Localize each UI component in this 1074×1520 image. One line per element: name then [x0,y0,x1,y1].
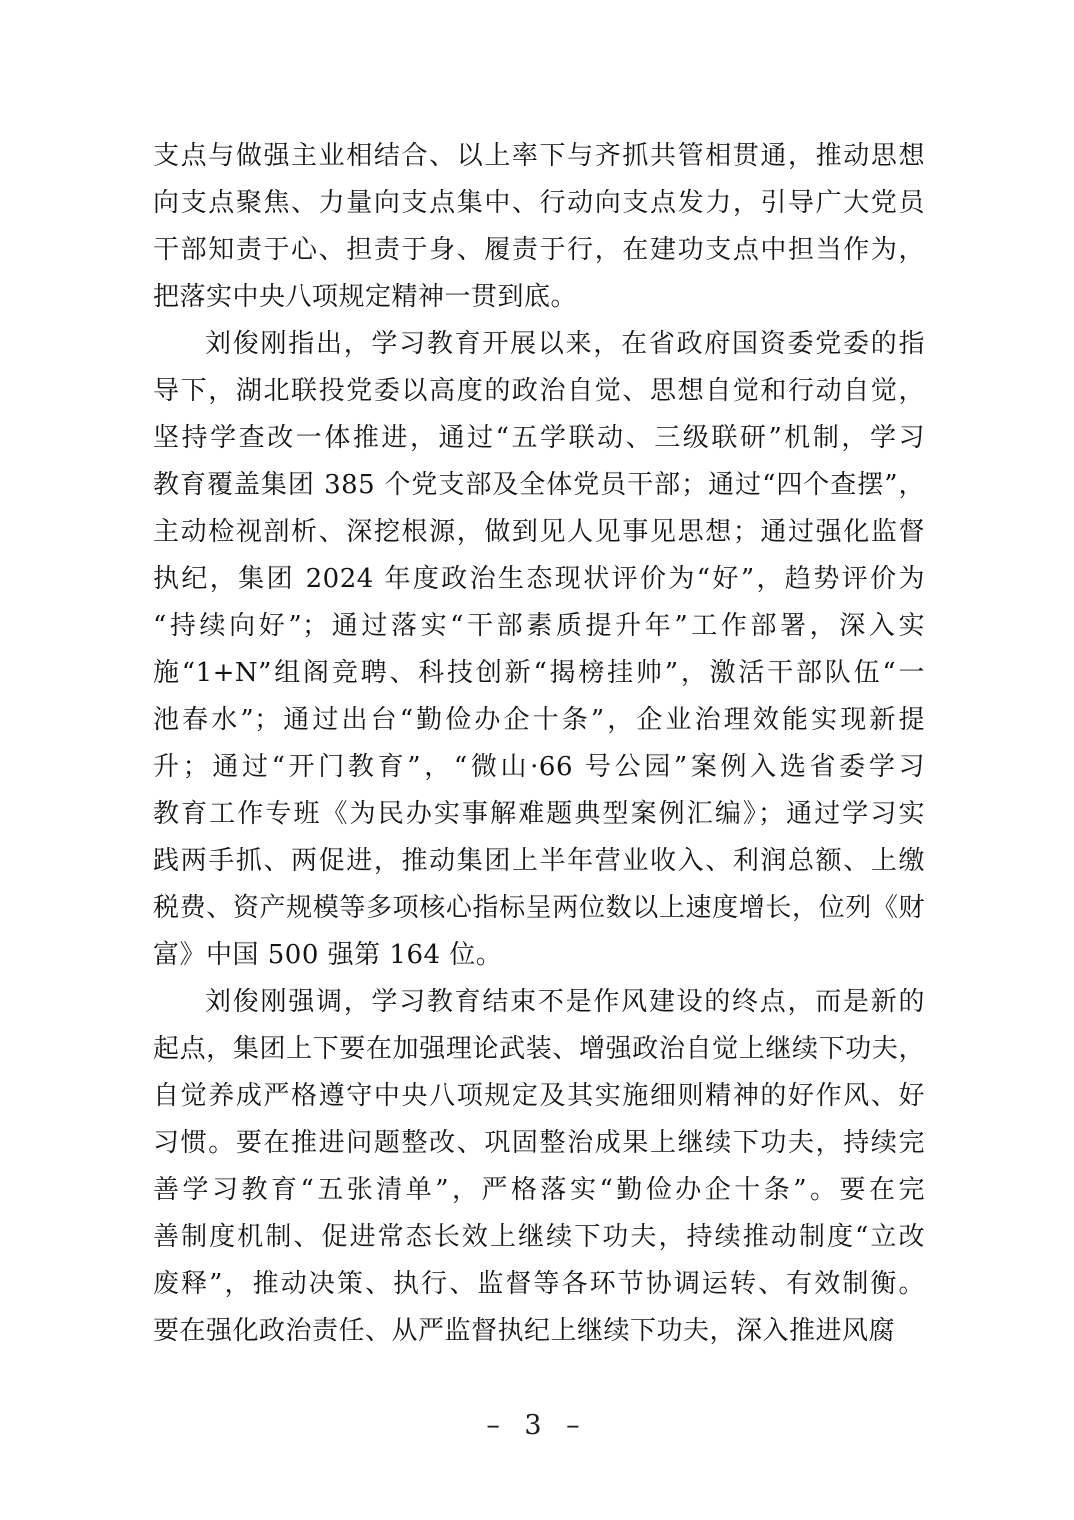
document-body [153,133,925,1355]
text-line: 刘俊刚指出，学习教育开展以来，在省政府国资委党委的指 [205,329,925,359]
text-line: 池春水”；通过出台“勤俭办企十条”，企业治理效能实现新提 [153,705,925,735]
text-line: 教育覆盖集团 385 个党支部及全体党员干部；通过“四个查摆”， [153,470,925,500]
text-line: 导下，湖北联投党委以高度的政治自觉、思想自觉和行动自觉， [153,376,925,406]
text-line: 废释”，推动决策、执行、监督等各环节协调运转、有效制衡。 [153,1269,925,1299]
text-line: 自觉养成严格遵守中央八项规定及其实施细则精神的好作风、好 [153,1081,925,1111]
page-footer [0,1408,1074,1444]
paragraph [153,133,925,321]
paragraph [153,979,925,1355]
text-line: 升；通过“开门教育”，“微山·66 号公园”案例入选省委学习 [153,752,925,782]
text-line: 执纪，集团 2024 年度政治生态现状评价为“好”，趋势评价为 [153,564,925,594]
text-line: 施“1+N”组阁竞聘、科技创新“揭榜挂帅”，激活干部队伍“一 [153,658,925,688]
text-line: 坚持学查改一体推进，通过“五学联动、三级联研”机制，学习 [153,423,925,453]
text-line: 起点，集团上下要在加强理论武装、增强政治自觉上继续下功夫， [153,1034,925,1064]
text-line: 向支点聚焦、力量向支点集中、行动向支点发力，引导广大党员 [153,188,925,218]
text-line: 践两手抓、两促进，推动集团上半年营业收入、利润总额、上缴 [153,846,925,876]
page-number: – 3 – [486,1410,588,1441]
text-line: 善学习教育“五张清单”，严格落实“勤俭办企十条”。要在完 [153,1175,925,1205]
text-line: 习惯。要在推进问题整改、巩固整治成果上继续下功夫，持续完 [153,1128,925,1158]
text-line: 干部知责于心、担责于身、履责于行，在建功支点中担当作为， [153,235,925,265]
text-line: 刘俊刚强调，学习教育结束不是作风建设的终点，而是新的 [205,987,925,1017]
text-line: 富》中国 500 强第 164 位。 [153,940,503,970]
text-line: 主动检视剖析、深挖根源，做到见人见事见思想；通过强化监督 [153,517,925,547]
text-line: 支点与做强主业相结合、以上率下与齐抓共管相贯通，推动思想 [153,141,925,171]
text-line: “持续向好”；通过落实“干部素质提升年”工作部署，深入实 [153,611,925,641]
paragraph [153,321,925,979]
text-line: 要在强化政治责任、从严监督执纪上继续下功夫，深入推进风腐 [153,1316,896,1346]
text-line: 善制度机制、促进常态长效上继续下功夫，持续推动制度“立改 [153,1222,925,1252]
text-line: 税费、资产规模等多项核心指标呈两位数以上速度增长，位列《财 [153,893,925,923]
text-line: 教育工作专班《为民办实事解难题典型案例汇编》；通过学习实 [153,799,925,829]
text-line: 把落实中央八项规定精神一贯到底。 [153,282,578,312]
